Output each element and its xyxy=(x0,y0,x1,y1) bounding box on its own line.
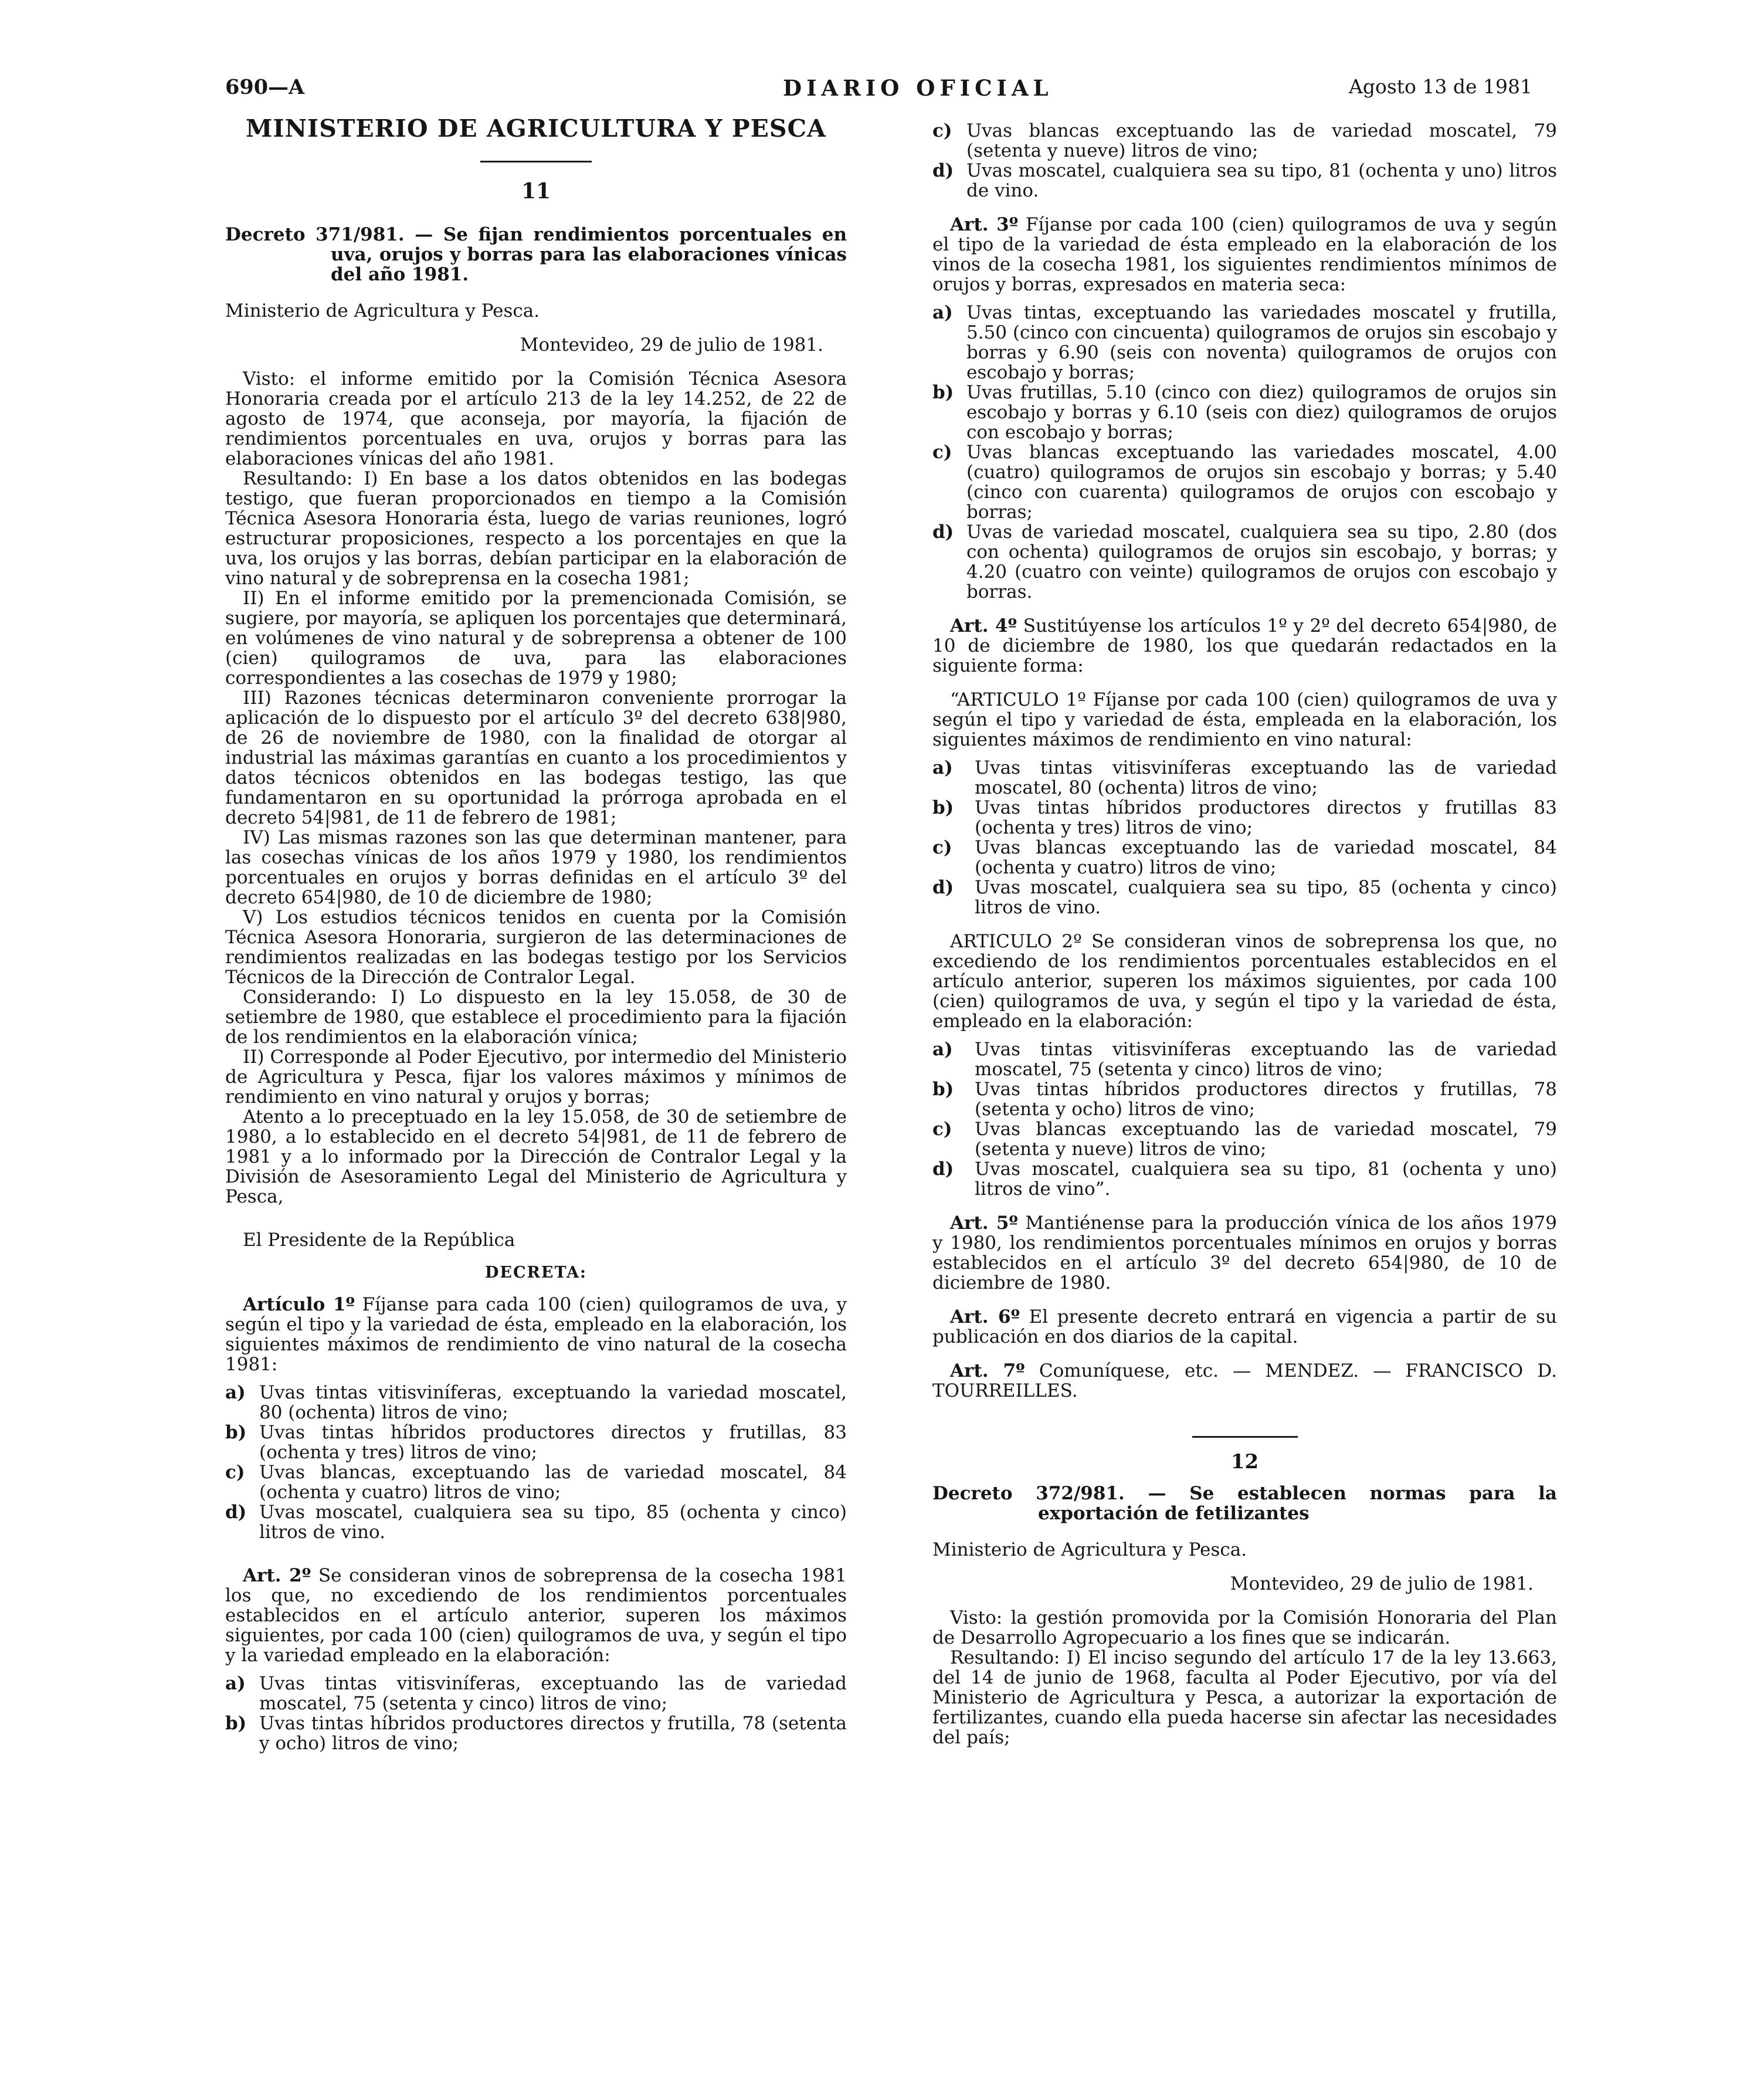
president-line: El Presidente de la República xyxy=(243,1230,515,1251)
item-label: b) xyxy=(932,1079,954,1100)
decree-title: Decreto 372/981. — Se establecen normas para la exportación de fetilizantes xyxy=(932,1483,1557,1524)
article-3-items xyxy=(932,303,1557,602)
item-label: a) xyxy=(932,302,953,323)
article-label: Artículo 1º xyxy=(243,1294,355,1315)
article-label: Art. 5º xyxy=(950,1212,1018,1234)
article-2-items xyxy=(225,1674,847,1753)
item-text: Uvas moscatel, cualquiera sea su tipo, 85 (ochenta y cinco) litros de vino. xyxy=(259,1502,847,1543)
section-number: 12 xyxy=(1230,1450,1259,1474)
list-item xyxy=(932,442,1557,522)
resultando-3: III) Razones técnicas determinaron conveniente prorrogar la aplicación de lo dispuesto por el artículo 3º del decreto 638|980, de 26 de noviembre de 1980, con la finalidad de otorgar al industrial las máximas garantías en cuanto a los procedimientos y datos técnicos obtenidos en las bodegas testigo, las que fundamentaron en su oportunidad la prórroga aprobada en el decreto 54|981, de 11 de febrero de 1981; xyxy=(225,687,847,828)
article-1 xyxy=(225,1295,847,1374)
list-item xyxy=(932,878,1557,917)
resultando-5: V) Los estudios técnicos tenidos en cuenta por la Comisión Técnica Asesora Honoraria, surgieron de las determinaciones de rendimientos realizadas en las bodegas testigo por los Servicios Técnicos de la Dirección de Contralor Legal. xyxy=(225,907,847,988)
item-label: c) xyxy=(932,120,952,141)
list-item xyxy=(932,838,1557,878)
left-column xyxy=(225,115,847,1753)
article-label: Art. 4º xyxy=(950,615,1017,636)
item-label: c) xyxy=(225,1462,245,1483)
item-text: Uvas blancas exceptuando las variedades moscatel, 4.00 (cuatro) quilogramos de orujos sin escobajo y borras; y 5.40 (cinco con cuarenta) quilogramos de orujos con escobajo y borras; xyxy=(966,442,1557,523)
heading-rule xyxy=(480,161,592,162)
quoted-article-2-items xyxy=(932,1039,1557,1199)
item-label: a) xyxy=(932,757,953,778)
list-item xyxy=(225,1713,847,1753)
item-text: Uvas blancas exceptuando las de variedad moscatel, 84 (ochenta y cuatro) litros de vino; xyxy=(975,837,1557,878)
resultando-4: IV) Las mismas razones son las que determinan mantener, para las cosechas vínicas de los años 1979 y 1980, los rendimientos porcentuales en orujos y borras definidas en el artículo 3º del decreto 654|980, de 10 de diciembre de 1980; xyxy=(225,827,847,908)
item-text: Uvas tintas híbridos productores directos y frutillas, 78 (setenta y ocho) litros de vino; xyxy=(975,1079,1557,1120)
article-label: Art. 7º xyxy=(950,1360,1025,1381)
list-item xyxy=(932,522,1557,602)
ministry-heading: MINISTERIO DE AGRICULTURA Y PESCA xyxy=(246,114,826,143)
article-2 xyxy=(225,1566,847,1665)
resultando-1: Resultando: I) El inciso segundo del artículo 17 de la ley 13.663, del 14 de junio de 1968, faculta al Poder Ejecutivo, por vía del Ministerio de Agricultura y Pesca, a autorizar la exportación de fertilizantes, cuando ella pueda hacerse sin afectar las necesidades del país; xyxy=(932,1647,1557,1748)
item-text: Uvas blancas, exceptuando las de variedad moscatel, 84 (ochenta y cuatro) litros de vino; xyxy=(259,1462,847,1503)
list-item xyxy=(225,1502,847,1542)
item-label: a) xyxy=(225,1382,246,1403)
item-text: Uvas tintas vitisviníferas exceptuando las de variedad moscatel, 75 (setenta y cinco) litros de vino; xyxy=(975,1039,1557,1080)
item-label: d) xyxy=(932,160,954,181)
item-text: Uvas tintas vitisviníferas exceptuando las de variedad moscatel, 80 (ochenta) litros de vino; xyxy=(975,757,1557,798)
list-item xyxy=(932,1039,1557,1079)
item-text: Uvas moscatel, cualquiera sea su tipo, 81 (ochenta y uno) litros de vino”. xyxy=(975,1159,1557,1200)
visto-paragraph: Visto: el informe emitido por la Comisión Técnica Asesora Honoraria creada por el artículo 213 de la ley 14.252, de 22 de agosto de 1974, que aconseja, por mayoría, la fijación de rendimientos porcentuales en uva, orujos y borras para las elaboraciones vínicas del año 1981. xyxy=(225,368,847,469)
visto-paragraph: Visto: la gestión promovida por la Comisión Honoraria del Plan de Desarrollo Agropecuario a los fines que se indicarán. xyxy=(932,1607,1557,1648)
considerando-1: Considerando: I) Lo dispuesto en la ley 15.058, de 30 de setiembre de 1980, que establece el procedimiento para la fijación de los rendimientos en la elaboración vínica; xyxy=(225,987,847,1048)
resultando-2: II) En el informe emitido por la premencionada Comisión, se sugiere, por mayoría, se apliquen los porcentajes que determinará, en volúmenes de vino natural y de sobreprensa a obtener de 100 (cien) quilogramos de uva, para las elaboraciones correspondientes a las cosechas de 1979 y 1980; xyxy=(225,588,847,689)
item-text: Uvas de variedad moscatel, cualquiera sea su tipo, 2.80 (dos con ochenta) quilogramos de orujos sin escobajo, y borras; y 4.20 (cuatro con veinte) quilogramos de orujos con escobajo y borras. xyxy=(966,521,1557,602)
article-label: Art. 2º xyxy=(243,1565,311,1586)
quoted-article-2: ARTICULO 2º Se consideran vinos de sobreprensa los que, no excediendo de los rendimientos porcentuales establecidos en el artículo anterior, superen los máximos siguientes, por cada 100 (cien) quilogramos de uva, y según el tipo y la variedad de ésta, empleado en la elaboración: xyxy=(932,931,1557,1032)
item-text: Uvas tintas híbridos productores directos y frutillas, 83 (ochenta y tres) litros de vino; xyxy=(259,1422,847,1463)
list-item xyxy=(932,161,1557,201)
item-text: Uvas tintas híbridos productores directos y frutillas 83 (ochenta y tres) litros de vino; xyxy=(975,797,1557,838)
item-text: Uvas tintas vitisviníferas, exceptuando las de variedad moscatel, 75 (setenta y cinco) litros de vino; xyxy=(259,1673,847,1714)
list-item xyxy=(225,1383,847,1422)
item-label: d) xyxy=(932,877,954,898)
item-label: b) xyxy=(932,797,954,818)
section-number: 11 xyxy=(521,179,551,204)
article-7 xyxy=(932,1361,1557,1401)
section-divider xyxy=(1192,1436,1298,1438)
article-4 xyxy=(932,616,1557,676)
article-text: El presente decreto entrará en vigencia a partir de su publicación en dos diarios de la capital. xyxy=(932,1306,1557,1347)
quoted-article-1: “ARTICULO 1º Fíjanse por cada 100 (cien) quilogramos de uva y según el tipo y variedad de ésta, empleada en la elaboración, los siguientes máximos de rendimiento en vino natural: xyxy=(932,689,1557,750)
place-date: Montevideo, 29 de julio de 1981. xyxy=(520,334,823,355)
ministry-line: Ministerio de Agricultura y Pesca. xyxy=(225,300,540,321)
ministry-line: Ministerio de Agricultura y Pesca. xyxy=(932,1539,1247,1560)
page-number: 690—A xyxy=(225,75,305,99)
right-column xyxy=(932,115,1557,1747)
resultando-1: Resultando: I) En base a los datos obtenidos en las bodegas testigo, que fueran proporcionados en tiempo a la Comisión Técnica Asesora Honoraria ésta, luego de varias reuniones, logró estructurar proposiciones, respecto a los porcentajes en que la uva, los orujos y las borras, debían participar en la elaboración de vino natural y de sobreprensa en la cosecha 1981; xyxy=(225,468,847,589)
list-item xyxy=(932,121,1557,161)
item-label: b) xyxy=(225,1713,247,1734)
item-text: Uvas blancas exceptuando las de variedad moscatel, 79 (setenta y nueve) litros de vino; xyxy=(966,120,1557,161)
publication-title: DIARIO OFICIAL xyxy=(783,75,1053,101)
list-item xyxy=(932,758,1557,798)
atento-paragraph: Atento a lo preceptuado en la ley 15.058, de 30 de setiembre de 1980, a lo establecido en el decreto 54|981, de 11 de febrero de 1981 y a lo informado por la Dirección de Contralor Legal y la División de Asesoramiento Legal del Ministerio de Agricultura y Pesca, xyxy=(225,1106,847,1207)
item-label: a) xyxy=(225,1673,246,1694)
item-label: a) xyxy=(932,1039,953,1060)
item-text: Uvas tintas, exceptuando las variedades moscatel y frutilla, 5.50 (cinco con cincuenta) quilogramos de orujos sin escobajo y borras y 6.90 (seis con noventa) quilogramos de orujos con escobajo y borras; xyxy=(966,302,1557,383)
considerando-2: II) Corresponde al Poder Ejecutivo, por intermedio del Ministerio de Agricultura y Pesca, fijar los valores máximos y mínimos de rendimiento en vino natural y orujos y borras; xyxy=(225,1046,847,1107)
item-label: d) xyxy=(932,1159,954,1180)
article-text: Fíjanse para cada 100 (cien) quilogramos de uva, y según el tipo y la variedad de ésta, empleado en la elaboración, los siguientes máximos de rendimiento de vino natural de la cosecha 1981: xyxy=(225,1294,847,1375)
item-label: b) xyxy=(932,382,954,403)
item-text: Uvas blancas exceptuando las de variedad moscatel, 79 (setenta y nueve) litros de vino; xyxy=(975,1119,1557,1160)
list-item xyxy=(932,303,1557,382)
article-label: Art. 6º xyxy=(950,1306,1020,1327)
list-item xyxy=(932,798,1557,838)
article-label: Art. 3º xyxy=(950,214,1019,235)
list-item xyxy=(932,1079,1557,1119)
article-1-items xyxy=(225,1383,847,1542)
item-label: c) xyxy=(932,442,952,463)
list-item xyxy=(932,1119,1557,1159)
item-label: b) xyxy=(225,1422,247,1443)
item-text: Uvas moscatel, cualquiera sea su tipo, 85 (ochenta y cinco) litros de vino. xyxy=(975,877,1557,918)
article-text: Fíjanse por cada 100 (cien) quilogramos de uva y según el tipo de la variedad de ésta empleado en la elaboración de los vinos de la cosecha 1981, los siguientes rendimientos mínimos de orujos y borras, expresados en materia seca: xyxy=(932,214,1557,295)
item-label: c) xyxy=(932,1119,952,1140)
quoted-article-1-items xyxy=(932,758,1557,917)
article-text: Sustitúyense los artículos 1º y 2º del decreto 654|980, de 10 de diciembre de 1980, los que quedarán redactados en la siguiente forma: xyxy=(932,615,1557,676)
article-text: Se consideran vinos de sobreprensa de la cosecha 1981 los que, no excediendo de los rendimientos porcentuales establecidos en el artículo anterior, superen los máximos siguientes, por cada 100 (cien) quilogramos de uva, y según el tipo y la variedad empleado en la elaboración: xyxy=(225,1565,847,1666)
list-item xyxy=(225,1674,847,1713)
list-item xyxy=(225,1422,847,1462)
article-6 xyxy=(932,1307,1557,1347)
item-text: Uvas tintas híbridos productores directos y frutilla, 78 (setenta y ocho) litros de vino; xyxy=(259,1713,847,1754)
item-text: Uvas moscatel, cualquiera sea su tipo, 81 (ochenta y uno) litros de vino. xyxy=(966,160,1557,201)
item-label: d) xyxy=(225,1502,247,1523)
article-3 xyxy=(932,215,1557,294)
decreta-heading: DECRETA: xyxy=(484,1264,588,1282)
list-item xyxy=(932,1159,1557,1199)
item-text: Uvas frutillas, 5.10 (cinco con diez) quilogramos de orujos sin escobajo y borras y 6.10 (seis con diez) quilogramos de orujos con escobajo y borras; xyxy=(966,382,1557,443)
item-text: Uvas tintas vitisviníferas, exceptuando la variedad moscatel, 80 (ochenta) litros de vino; xyxy=(259,1382,847,1423)
place-date: Montevideo, 29 de julio de 1981. xyxy=(1230,1573,1534,1594)
decree-title: Decreto 371/981. — Se fijan rendimientos porcentuales en uva, orujos y borras para las elaboraciones vínicas del año 1981. xyxy=(225,224,847,285)
article-text: Comuníquese, etc. — MENDEZ. — FRANCISCO D. TOURREILLES. xyxy=(932,1360,1557,1401)
list-item xyxy=(932,382,1557,442)
list-item xyxy=(225,1462,847,1502)
item-label: c) xyxy=(932,837,952,858)
continued-items xyxy=(932,121,1557,201)
article-5 xyxy=(932,1213,1557,1293)
article-text: Mantiénense para la producción vínica de los años 1979 y 1980, los rendimientos porcentuales mínimos en orujos y borras establecidos en el artículo 3º del decreto 654|980, de 10 de diciembre de 1980. xyxy=(932,1212,1558,1293)
item-label: d) xyxy=(932,521,954,543)
issue-date: Agosto 13 de 1981 xyxy=(1349,75,1532,98)
